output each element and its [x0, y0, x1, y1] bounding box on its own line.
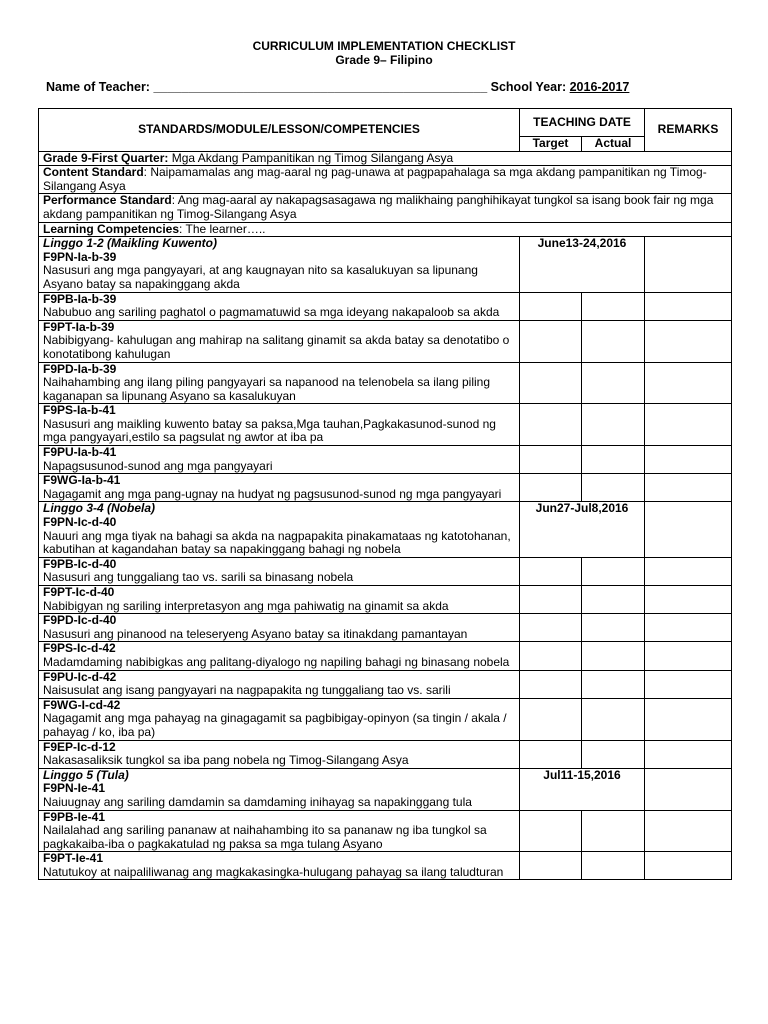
- header-remarks: REMARKS: [645, 109, 732, 152]
- competency-text: Nasusuri ang mga pangyayari, at ang kaugnayan nito sa kasalukuyan sa lipunang Asyano batay sa napakinggang akda: [43, 263, 478, 291]
- competency-cell: [39, 474, 520, 502]
- performance-standard-text: : Ang mag-aaral ay nakapagsasagawa ng malikhaing panghihikayat tungkol sa isang book fair ng mga akdang pampanitikan ng Timog-Silangang Asya: [43, 193, 714, 221]
- actual-cell: [582, 474, 645, 502]
- quarter-cell: [39, 151, 732, 166]
- actual-cell: [582, 670, 645, 698]
- competency-cell: [39, 446, 520, 474]
- content-standard-row: [39, 166, 732, 194]
- remarks-cell: [645, 698, 732, 740]
- target-cell: [520, 362, 582, 404]
- competency-cell: [39, 586, 520, 614]
- week-heading: Linggo 1-2 (Maikling Kuwento): [43, 236, 217, 251]
- target-cell: [520, 557, 582, 585]
- competency-code: F9PD-Ia-b-39: [43, 362, 117, 376]
- quarter-text: Mga Akdang Pampanitikan ng Timog Silangang Asya: [168, 151, 454, 165]
- teaching-date-cell: June13-24,2016: [520, 237, 645, 292]
- competency-cell: [39, 768, 520, 810]
- remarks-cell: [645, 586, 732, 614]
- competency-code: F9PB-Ia-b-39: [43, 292, 117, 306]
- performance-standard-cell: [39, 194, 732, 222]
- competency-code: F9PN-Ia-b-39: [43, 249, 117, 264]
- teacher-blank: ________________________________________________: [153, 80, 488, 94]
- target-cell: [520, 474, 582, 502]
- competency-text: Nailalahad ang sariling pananaw at naihahambing ito sa pananaw ng iba tungkol sa pagkakaiba-iba o pagkakatulad ng paksa sa mga tulang Asyano: [43, 823, 487, 851]
- actual-cell: [582, 614, 645, 642]
- competency-cell: [39, 362, 520, 404]
- competency-row: [39, 852, 732, 880]
- competency-code: F9PT-Ia-b-39: [43, 320, 115, 334]
- competency-text: Nagagamit ang mga pang-ugnay na hudyat ng pagsusunod-sunod ng mga pangyayari: [43, 486, 502, 501]
- competency-row: [39, 404, 732, 446]
- competency-text: Nakasasaliksik tungkol sa iba pang nobela ng Timog-Silangang Asya: [43, 753, 409, 768]
- competency-cell: [39, 557, 520, 585]
- competency-row: [39, 768, 732, 810]
- competency-cell: [39, 614, 520, 642]
- actual-cell: [582, 586, 645, 614]
- remarks-cell: [645, 292, 732, 320]
- actual-cell: [582, 557, 645, 585]
- remarks-cell: [645, 768, 732, 810]
- competency-cell: [39, 320, 520, 362]
- competency-cell: [39, 292, 520, 320]
- school-year-label: School Year:: [487, 80, 570, 94]
- competency-text: Naihahambing ang ilang piling pangyayari sa napanood na telenobela sa ilang piling kaganapan sa lipunang Asyano sa kasalukuyan: [43, 375, 490, 403]
- competency-cell: [39, 852, 520, 880]
- competency-code: F9PS-Ic-d-42: [43, 641, 116, 656]
- learning-competencies-text: : The learner…..: [179, 222, 266, 236]
- teaching-date-cell: Jun27-Jul8,2016: [520, 502, 645, 557]
- competency-row: [39, 810, 732, 852]
- competency-row: [39, 362, 732, 404]
- week-heading: Linggo 3-4 (Nobela): [43, 501, 155, 516]
- competency-code: F9PN-Ie-41: [43, 781, 106, 796]
- target-cell: [520, 698, 582, 740]
- checklist-table: [38, 108, 732, 880]
- competency-text: Nabibigyan ng sariling interpretasyon ang mga pahiwatig na ginamit sa akda: [43, 598, 449, 613]
- competency-row: [39, 670, 732, 698]
- competency-code: F9PT-Ie-41: [43, 851, 104, 866]
- competency-text: Natutukoy at naipaliliwanag ang magkakasingka-hulugang pahayag sa ilang taludturan: [43, 864, 504, 879]
- actual-cell: [582, 446, 645, 474]
- competency-text: Naiuugnay ang sariling damdamin sa damdaming inihayag sa napakinggang tula: [43, 794, 472, 809]
- competency-code: F9EP-Ic-d-12: [43, 740, 116, 754]
- competency-text: Nasusuri ang maikling kuwento batay sa paksa,Mga tauhan,Pagkakasunod-sunod ng mga pangyayari,estilo sa pagsulat ng awtor at iba pa: [43, 416, 496, 445]
- competency-code: F9WG-I-cd-42: [43, 698, 121, 712]
- target-cell: [520, 446, 582, 474]
- performance-standard-row: [39, 194, 732, 222]
- header-standards: STANDARDS/MODULE/LESSON/COMPETENCIES: [39, 109, 520, 152]
- competency-cell: [39, 642, 520, 670]
- remarks-cell: [645, 474, 732, 502]
- competency-row: [39, 698, 732, 740]
- competency-code: F9PD-Ic-d-40: [43, 613, 117, 628]
- competency-text: Nauuri ang mga tiyak na bahagi sa akda na nagpapakita pinakamataas ng katotohanan, kabutihan at kagandahan batay sa napakinggang bahagi ng nobela: [43, 528, 511, 557]
- teacher-line: [46, 80, 686, 94]
- target-cell: [520, 740, 582, 768]
- competency-row: [39, 642, 732, 670]
- target-cell: [520, 320, 582, 362]
- competency-cell: [39, 237, 520, 292]
- competency-cell: [39, 740, 520, 768]
- competency-code: F9PS-Ia-b-41: [43, 403, 116, 418]
- checklist-body: [39, 151, 732, 880]
- actual-cell: [582, 740, 645, 768]
- competency-cell: [39, 670, 520, 698]
- competency-text: Nabibigyang- kahulugan ang mahirap na salitang ginamit sa akda batay sa denotatibo o konotatibong kahulugan: [43, 333, 510, 361]
- competency-row: [39, 474, 732, 502]
- competency-row: [39, 292, 732, 320]
- competency-row: [39, 320, 732, 362]
- content-standard-label: Content Standard: [43, 165, 144, 180]
- competency-code: F9PU-Ia-b-41: [43, 445, 117, 460]
- target-cell: [520, 670, 582, 698]
- competency-text: Nabubuo ang sariling paghatol o pagmamatuwid sa mga ideyang nakapaloob sa akda: [43, 305, 500, 320]
- competency-code: F9PB-Ie-41: [43, 810, 106, 824]
- header-actual: Actual: [582, 137, 645, 152]
- competency-text: Napagsusunod-sunod ang mga pangyayari: [43, 458, 273, 473]
- learning-competencies-row: [39, 222, 732, 237]
- competency-code: F9PB-Ic-d-40: [43, 557, 117, 571]
- competency-row: [39, 740, 732, 768]
- actual-cell: [582, 852, 645, 880]
- remarks-cell: [645, 557, 732, 585]
- document-subtitle: Grade 9– Filipino: [335, 53, 433, 67]
- competency-cell: [39, 404, 520, 446]
- competency-code: F9WG-Ia-b-41: [43, 473, 121, 488]
- header-teaching-date: TEACHING DATE: [520, 109, 645, 137]
- header-target: Target: [520, 137, 582, 152]
- competency-row: [39, 614, 732, 642]
- quarter-label: Grade 9-First Quarter:: [43, 151, 169, 165]
- learning-competencies-cell: [39, 222, 732, 237]
- quarter-row: [39, 151, 732, 166]
- target-cell: [520, 292, 582, 320]
- competency-row: [39, 557, 732, 585]
- actual-cell: [582, 810, 645, 852]
- remarks-cell: [645, 670, 732, 698]
- remarks-cell: [645, 642, 732, 670]
- competency-text: Naisusulat ang isang pangyayari na nagpapakita ng tunggaliang tao vs. sarili: [43, 683, 451, 698]
- performance-standard-label: Performance Standard: [43, 193, 172, 208]
- teacher-label: Name of Teacher:: [46, 80, 154, 94]
- competency-text: Madamdaming nabibigkas ang palitang-diyalogo ng napiling bahagi ng binasang nobela: [43, 654, 510, 669]
- target-cell: [520, 404, 582, 446]
- competency-cell: [39, 502, 520, 557]
- actual-cell: [582, 642, 645, 670]
- remarks-cell: [645, 852, 732, 880]
- competency-code: F9PU-Ic-d-42: [43, 670, 117, 684]
- actual-cell: [582, 362, 645, 404]
- actual-cell: [582, 320, 645, 362]
- competency-row: [39, 237, 732, 292]
- actual-cell: [582, 404, 645, 446]
- teaching-date-cell: Jul11-15,2016: [520, 768, 645, 810]
- remarks-cell: [645, 362, 732, 404]
- competency-text: Nasusuri ang tunggaliang tao vs. sarili sa binasang nobela: [43, 570, 354, 585]
- content-standard-cell: [39, 166, 732, 194]
- target-cell: [520, 642, 582, 670]
- competency-row: [39, 502, 732, 557]
- actual-cell: [582, 292, 645, 320]
- competency-cell: [39, 698, 520, 740]
- remarks-cell: [645, 237, 732, 292]
- competency-code: F9PT-Ic-d-40: [43, 585, 115, 599]
- remarks-cell: [645, 614, 732, 642]
- competency-text: Nasusuri ang pinanood na teleseryeng Asyano batay sa itinakdang pamantayan: [43, 626, 468, 641]
- remarks-cell: [645, 404, 732, 446]
- target-cell: [520, 852, 582, 880]
- competency-row: [39, 446, 732, 474]
- content-standard-text: : Naipamamalas ang mag-aaral ng pag-unawa at pagpapahalaga sa mga akdang pampanitikan ng Timog-Silangang Asya: [43, 165, 707, 193]
- remarks-cell: [645, 320, 732, 362]
- target-cell: [520, 614, 582, 642]
- remarks-cell: [645, 446, 732, 474]
- target-cell: [520, 810, 582, 852]
- competency-cell: [39, 810, 520, 852]
- target-cell: [520, 586, 582, 614]
- competency-code: F9PN-Ic-d-40: [43, 515, 117, 530]
- competency-text: Nagagamit ang mga pahayag na ginagagamit sa pagbibigay-opinyon (sa tingin / akala / pahayag / ko, iba pa): [43, 711, 507, 739]
- competency-row: [39, 586, 732, 614]
- remarks-cell: [645, 810, 732, 852]
- week-heading: Linggo 5 (Tula): [43, 768, 129, 782]
- actual-cell: [582, 698, 645, 740]
- remarks-cell: [645, 502, 732, 557]
- document-title: CURRICULUM IMPLEMENTATION CHECKLIST: [252, 39, 516, 53]
- school-year-value: 2016-2017: [569, 80, 630, 94]
- learning-competencies-label: Learning Competencies: [43, 222, 180, 236]
- remarks-cell: [645, 740, 732, 768]
